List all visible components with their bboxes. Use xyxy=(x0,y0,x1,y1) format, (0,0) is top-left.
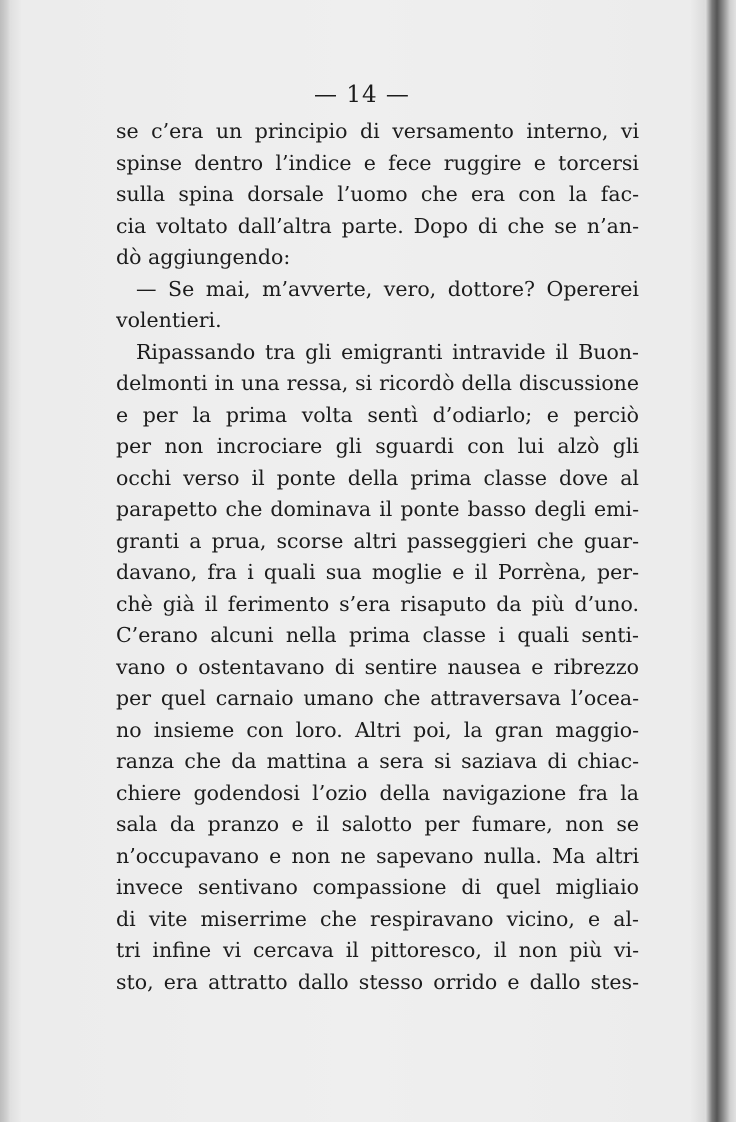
text-line: parapetto che dominava il ponte basso degli emi- xyxy=(116,497,639,521)
text-line: sulla spina dorsale l’uomo che era con la fac- xyxy=(116,182,639,206)
text-line: dò aggiungendo: xyxy=(116,245,291,269)
text-line: volentieri. xyxy=(116,308,222,332)
text-line: chè già il ferimento s’era risaputo da più d’uno. xyxy=(116,591,639,616)
text-line: sto, era attratto dallo stesso orrido e dallo stes- xyxy=(116,969,639,994)
text-line: tri infine vi cercava il pittoresco, il non più vi- xyxy=(116,938,639,962)
book-spine-edge xyxy=(706,0,736,1122)
text-line: di vite miserrime che respiravano vicino, e al- xyxy=(116,906,639,931)
text-line: — Se mai, m’avverte, vero, dottore? Opererei xyxy=(136,276,639,301)
text-line: no insieme con loro. Altri poi, la gran maggio- xyxy=(116,717,639,742)
text-line: invece sentivano compassione di quel migliaio xyxy=(116,875,639,899)
text-line: C’erano alcuni nella prima classe i quali senti- xyxy=(116,623,639,647)
text-line: cia voltato dall’altra parte. Dopo di che se n’an- xyxy=(116,213,639,238)
text-line: vano o ostentavano di sentire nausea e ribrezzo xyxy=(116,654,639,679)
text-line: chiere godendosi l’ozio della navigazione fra la xyxy=(116,780,639,805)
text-line: Ripassando tra gli emigranti intravide il Buon- xyxy=(136,339,639,364)
body-text xyxy=(116,116,639,998)
text-line: e per la prima volta sentì d’odiarlo; e perciò xyxy=(116,402,639,427)
text-line: ranza che da mattina a sera si saziava di chiac- xyxy=(116,749,639,773)
page-number: — 14 — xyxy=(314,82,410,108)
text-line: delmonti in una ressa, si ricordò della discussione xyxy=(116,371,639,395)
text-line: per non incrociare gli sguardi con lui alzò gli xyxy=(116,434,639,458)
text-line: per quel carnaio umano che attraversava l’ocea- xyxy=(116,686,639,710)
text-line: occhi verso il ponte della prima classe dove al xyxy=(116,465,639,490)
text-line: granti a prua, scorse altri passeggieri che guar- xyxy=(116,528,639,553)
text-line: davano, fra i quali sua moglie e il Porrèna, per- xyxy=(116,560,639,584)
text-line: n’occupavano e non ne sapevano nulla. Ma altri xyxy=(116,843,639,868)
text-line: se c’era un principio di versamento interno, vi xyxy=(116,119,639,143)
page-edge-shadow xyxy=(0,0,10,1122)
text-line: sala da pranzo e il salotto per fumare, non se xyxy=(116,812,639,836)
text-line: spinse dentro l’indice e fece ruggire e torcersi xyxy=(116,150,639,175)
